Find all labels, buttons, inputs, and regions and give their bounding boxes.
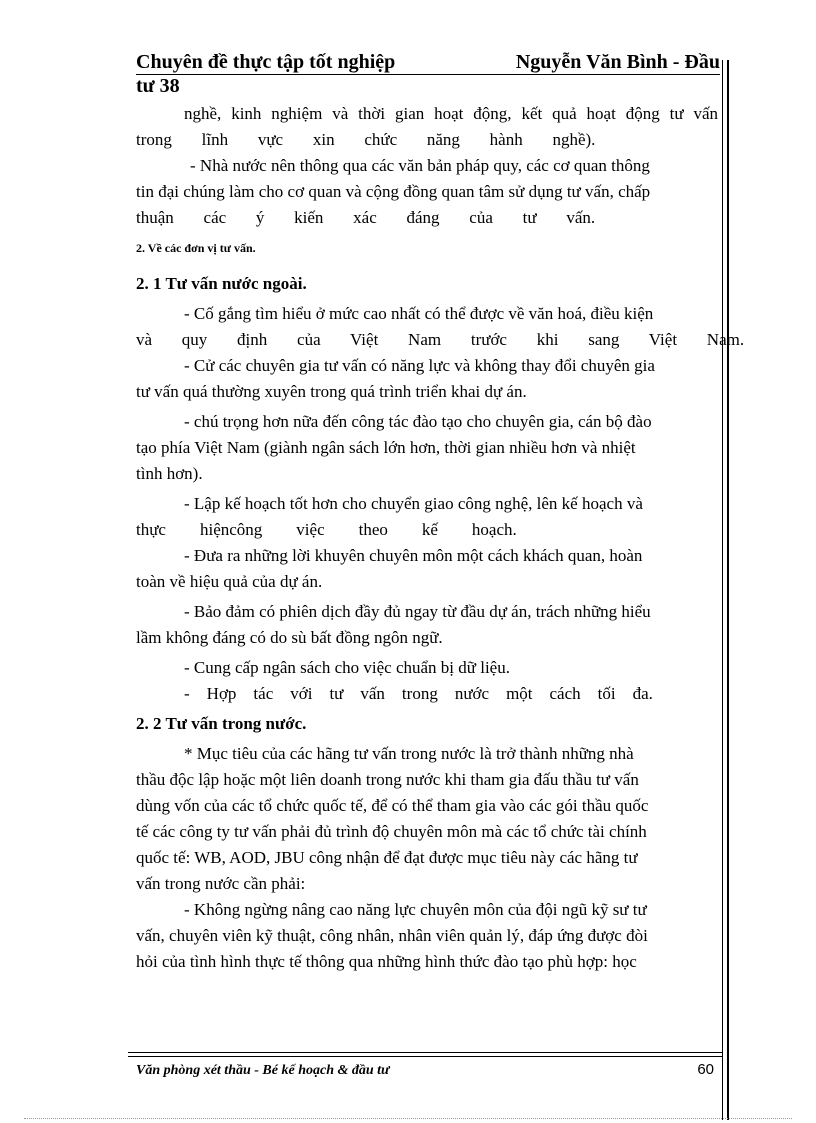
text-line: thầu độc lập hoặc một liên doanh trong nước khi tham gia đấu thầu tư vấn bbox=[136, 770, 639, 789]
text-line: dùng vốn của các tổ chức quốc tế, để có thể tham gia vào các gói thầu quốc bbox=[136, 796, 649, 815]
text-line: - Đưa ra những lời khuyên chuyên môn một cách khách quan, hoàn bbox=[184, 546, 643, 565]
text-line: tin đại chúng làm cho cơ quan và cộng đồng quan tâm sử dụng tư vấn, chấp bbox=[136, 182, 651, 201]
text-line: - Lập kế hoạch tốt hơn cho chuyển giao công nghệ, lên kế hoạch và bbox=[184, 494, 643, 513]
page-border-right bbox=[722, 60, 729, 1120]
text-line: thực hiệncông việc theo kế hoạch. bbox=[136, 520, 517, 539]
text-line: - Hợp tác với tư vấn trong nước một cách tối đa. bbox=[184, 684, 653, 703]
page-header bbox=[136, 50, 720, 97]
text-line: - Không ngừng nâng cao năng lực chuyên môn của đội ngũ kỹ sư tư bbox=[184, 900, 647, 919]
text-line: tế các công ty tư vấn phải đủ trình độ chuyên môn mà các tổ chức tài chính bbox=[136, 822, 647, 841]
header-title-left: Chuyên đề thực tập tốt nghiệp bbox=[136, 51, 396, 73]
text-line: tạo phía Việt Nam (giành ngân sách lớn hơn, thời gian nhiều hơn và nhiệt bbox=[136, 438, 636, 457]
text-line: và quy định của Việt Nam trước khi sang Việt Nam. bbox=[136, 330, 745, 349]
footer-office-text: Văn phòng xét thầu - Bé kế hoạch & đầu tư bbox=[136, 1063, 390, 1078]
section-heading-2-1: 2. 1 Tư vấn nước ngoài. bbox=[136, 274, 307, 293]
text-line: nghề, kinh nghiệm và thời gian hoạt động, kết quả hoạt động tư vấn bbox=[184, 104, 718, 123]
text-line: - Cố gắng tìm hiểu ở mức cao nhất có thể được về văn hoá, điều kiện bbox=[184, 304, 654, 323]
text-line: - Cung cấp ngân sách cho việc chuẩn bị dữ liệu. bbox=[184, 658, 510, 677]
text-line: thuận các ý kiến xác đáng của tư vấn. bbox=[136, 208, 596, 227]
section-heading-small: 2. Về các đơn vị tư vấn. bbox=[136, 241, 256, 255]
text-line: quốc tế: WB, AOD, JBU công nhận để đạt được mục tiêu này các hãng tư bbox=[136, 848, 638, 867]
text-line: vấn, chuyên viên kỹ thuật, công nhân, nhân viên quản lý, đáp ứng được đòi bbox=[136, 926, 648, 945]
page-footer bbox=[128, 1052, 722, 1079]
text-line: trong lĩnh vực xin chức năng hành nghề). bbox=[136, 130, 596, 149]
footer-line bbox=[128, 1061, 722, 1079]
text-line: - Cử các chuyên gia tư vấn có năng lực và không thay đổi chuyên gia bbox=[184, 356, 655, 375]
header-title-continued: tư 38 bbox=[136, 75, 180, 97]
header-title-right: Nguyễn Văn Bình - Đầu bbox=[515, 51, 720, 73]
header-title-line bbox=[136, 50, 720, 74]
document-body bbox=[136, 101, 745, 975]
page-border-bottom bbox=[24, 1118, 792, 1119]
text-line: - Nhà nước nên thông qua các văn bản pháp quy, các cơ quan thông bbox=[190, 156, 650, 175]
text-line: lầm không đáng có do sù bất đồng ngôn ngữ. bbox=[136, 628, 443, 647]
text-line: tư vấn quá thường xuyên trong quá trình triển khai dự án. bbox=[136, 382, 527, 401]
page-number: 60 bbox=[697, 1061, 714, 1078]
text-line: vấn trong nước cần phải: bbox=[136, 874, 306, 893]
text-line: tình hơn). bbox=[136, 464, 203, 483]
text-line: toàn về hiệu quả của dự án. bbox=[136, 572, 323, 591]
text-line: * Mục tiêu của các hãng tư vấn trong nước là trở thành những nhà bbox=[184, 744, 634, 763]
text-line: - Bảo đảm có phiên dịch đầy đủ ngay từ đầu dự án, trách những hiểu bbox=[184, 602, 651, 621]
section-heading-2-2: 2. 2 Tư vấn trong nước. bbox=[136, 714, 307, 733]
footer-double-rule bbox=[128, 1052, 722, 1057]
text-line: hỏi của tình hình thực tế thông qua những hình thức đào tạo phù hợp: học bbox=[136, 952, 637, 971]
text-line: - chú trọng hơn nữa đến công tác đào tạo cho chuyên gia, cán bộ đào bbox=[184, 412, 652, 431]
